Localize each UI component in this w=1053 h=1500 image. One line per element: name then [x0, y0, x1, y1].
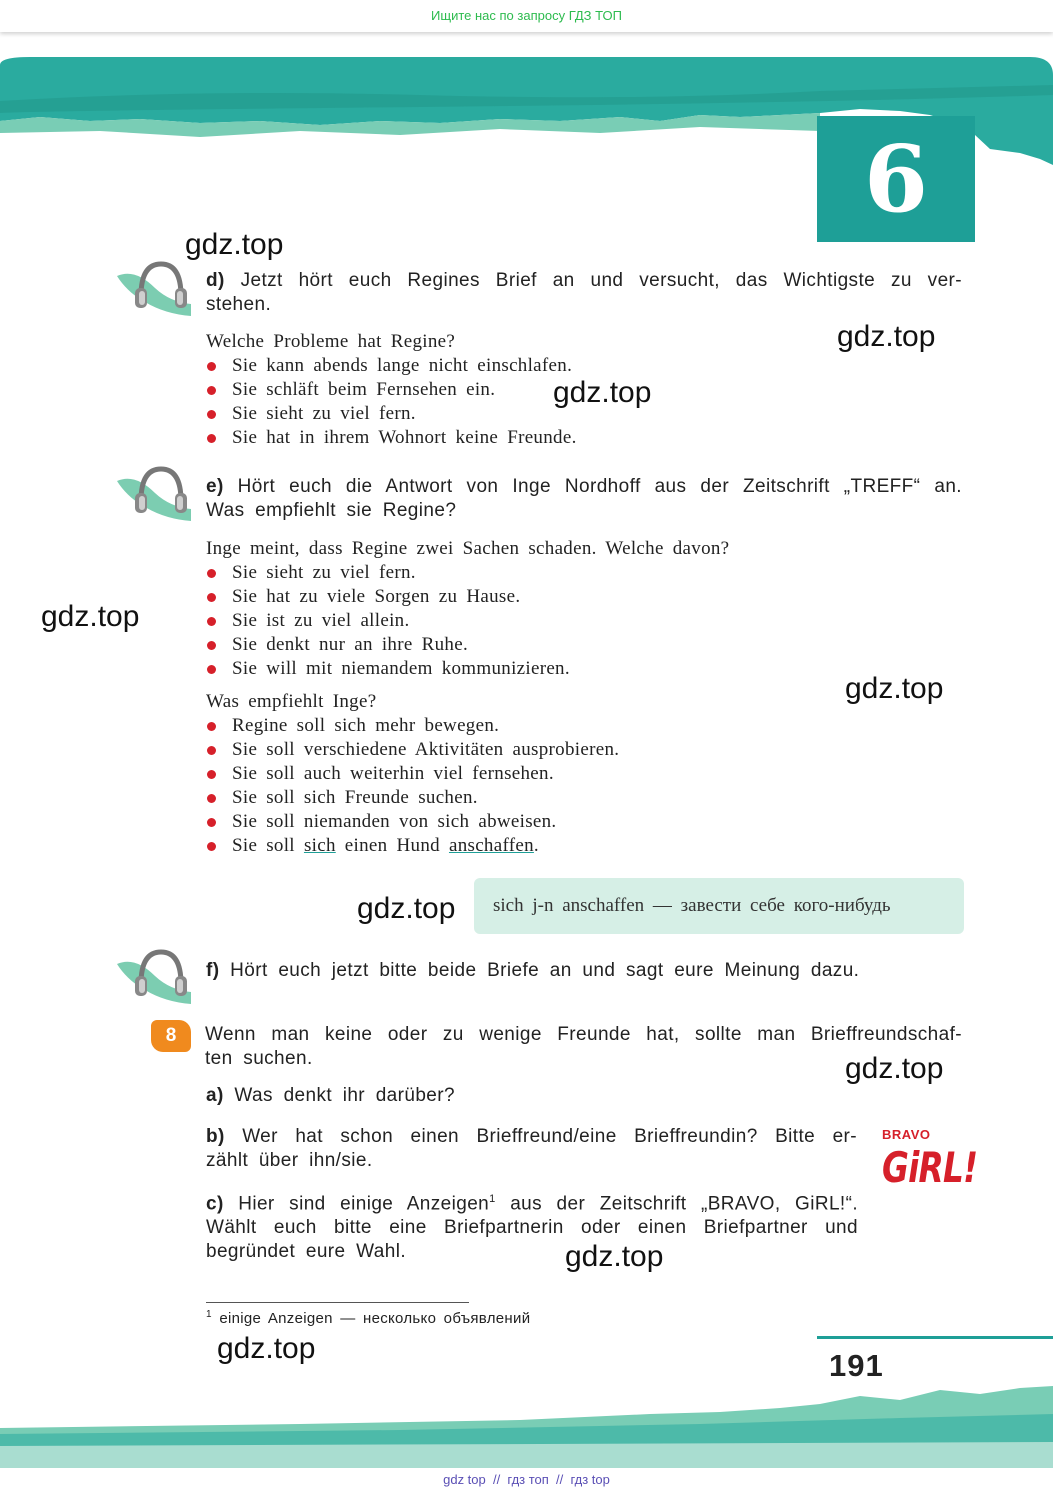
exercise-d-question: Welche Probleme hat Regine?: [206, 331, 456, 352]
watermark: gdz.top: [217, 1332, 316, 1365]
exercise-f-text: Hört euch jetzt bitte beide Briefe an und sagt eure Meinung dazu.: [230, 960, 860, 981]
footnote: [206, 1309, 530, 1327]
task-8b-label: b): [206, 1126, 225, 1147]
footer-band: [0, 1384, 1053, 1468]
exercise-e-text-cont: Was empfiehlt sie Regine?: [206, 500, 457, 521]
watermark: gdz.top: [837, 320, 936, 353]
underlined-word: sich: [303, 835, 336, 856]
exercise-d-options: [206, 354, 577, 450]
exercise-e-instruction: [206, 475, 962, 523]
footnote-mark: 1: [489, 1193, 496, 1205]
list-item: Regine soll sich mehr bewegen.: [206, 714, 619, 738]
list-item: Sie soll verschiedene Aktivitäten ausprobieren.: [206, 738, 619, 762]
bottom-links[interactable]: [0, 1472, 1053, 1487]
task-8c-text: Hier sind einige Anzeigen: [238, 1193, 490, 1215]
watermark: gdz.top: [185, 228, 284, 261]
exercise-e-label: e): [206, 476, 224, 497]
option-text: einen Hund: [335, 835, 449, 856]
bravo-girl-logo: [882, 1127, 978, 1204]
exercise-e-question-2: Was empfiehlt Inge?: [206, 691, 377, 712]
list-item: Sie soll sich Freunde suchen.: [206, 786, 619, 810]
chapter-number-box: 6: [817, 116, 975, 242]
exercise-f-instruction: [206, 959, 859, 983]
underlined-word: anschaffen: [448, 835, 534, 856]
page-number: 191: [829, 1348, 884, 1383]
task-8c-label: c): [206, 1193, 224, 1215]
watermark: gdz.top: [357, 892, 456, 925]
task-8-line: Wenn man keine oder zu wenige Freunde hat, sollte man Brieffreundschaf-: [205, 1024, 962, 1045]
list-item: Sie soll auch weiterhin viel fernsehen.: [206, 762, 619, 786]
list-item: Sie ist zu viel allein.: [206, 609, 570, 633]
footnote-text: einige Anzeigen — несколько объявлений: [219, 1310, 531, 1327]
page-number-rule: [817, 1336, 1053, 1339]
task-8a-label: a): [206, 1085, 224, 1106]
footnote-divider: [206, 1302, 469, 1303]
watermark: gdz.top: [565, 1240, 664, 1273]
exercise-d-label: d): [206, 270, 225, 291]
list-item: Sie sieht zu viel fern.: [206, 402, 577, 426]
footnote-number: 1: [206, 1309, 212, 1320]
watermark: gdz.top: [845, 1052, 944, 1085]
list-item: Sie will mit niemandem kommunizieren.: [206, 657, 570, 681]
task-8b-text: Wer hat schon einen Brieffreund/eine Brieffreundin? Bitte er-: [242, 1126, 857, 1147]
watermark: gdz.top: [553, 376, 652, 409]
task-8-line-cont: ten suchen.: [205, 1048, 313, 1069]
task-number-badge: 8: [151, 1020, 191, 1052]
list-item: Sie kann abends lange nicht einschlafen.: [206, 354, 577, 378]
task-8c: [206, 1187, 858, 1264]
exercise-e-question-1: Inge meint, dass Regine zwei Sachen schaden. Welche davon?: [206, 538, 730, 559]
watermark: gdz.top: [41, 600, 140, 633]
top-banner-text: Ищите нас по запросу ГДЗ ТОП: [431, 8, 622, 23]
headphones-icon: [115, 258, 193, 316]
list-item: Sie hat in ihrem Wohnort keine Freunde.: [206, 426, 577, 450]
task-8-text: [205, 1023, 962, 1071]
list-item: Sie soll niemanden von sich abweisen.: [206, 810, 619, 834]
logo-top-text: BRAVO: [882, 1127, 931, 1142]
headphones-icon: [115, 463, 193, 521]
task-8c-text-cont2: begründet eure Wahl.: [206, 1241, 407, 1263]
exercise-d-text-cont: stehen.: [206, 294, 272, 315]
option-text: .: [533, 835, 539, 856]
list-item: Sie schläft beim Fernsehen ein.: [206, 378, 577, 402]
exercise-e-text: Hört euch die Antwort von Inge Nordhoff aus der Zeitschrift „TREFF“ an.: [237, 476, 962, 497]
task-8b: [206, 1125, 857, 1173]
exercise-e-options-2: [206, 714, 619, 858]
task-8b-text-cont: zählt über ihn/sie.: [206, 1150, 373, 1171]
list-item: Sie sieht zu viel fern.: [206, 561, 570, 585]
list-item: [206, 834, 619, 858]
task-8c-text-cont1: Wählt euch bitte eine Briefpartnerin oder einen Briefpartner und: [206, 1217, 858, 1239]
headphones-icon: [115, 946, 193, 1004]
exercise-e-options-1: [206, 561, 570, 681]
bottom-links-text[interactable]: gdz top // гдз топ // гдз top: [443, 1472, 610, 1487]
vocabulary-box: sich j-n anschaffen — завести себе кого-нибудь: [474, 878, 964, 934]
task-8a: [206, 1084, 455, 1108]
top-banner: [0, 0, 1053, 32]
list-item: Sie denkt nur an ihre Ruhe.: [206, 633, 570, 657]
watermark: gdz.top: [845, 672, 944, 705]
task-8c-text-2: aus der Zeitschrift „BRAVO, GiRL!“.: [495, 1193, 858, 1215]
list-item: Sie hat zu viele Sorgen zu Hause.: [206, 585, 570, 609]
exercise-f-label: f): [206, 960, 220, 981]
logo-main-text: GiRL!: [882, 1143, 978, 1192]
exercise-d-instruction: [206, 269, 962, 317]
task-8a-text: Was denkt ihr darüber?: [234, 1085, 455, 1106]
option-text: Sie soll: [232, 835, 304, 856]
exercise-d-text: Jetzt hört euch Regines Brief an und versucht, das Wichtigste zu ver-: [240, 270, 962, 291]
